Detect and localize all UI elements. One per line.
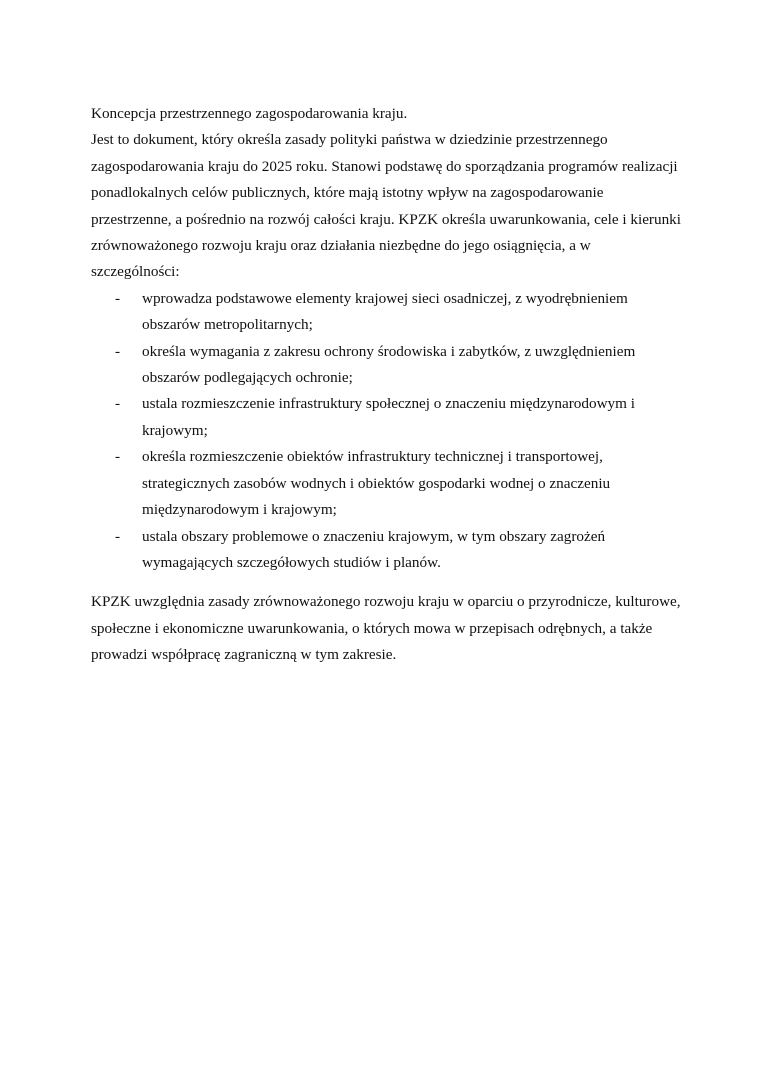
list-item-text: ustala obszary problemowe o znaczeniu krajowym, w tym obszary zagrożeń wymagających szczegółowych studiów i planów. <box>142 527 606 571</box>
list-item <box>91 444 681 523</box>
list-item-text: określa rozmieszczenie obiektów infrastruktury technicznej i transportowej, strategicznych zasobów wodnych i obiektów gospodarki wodnej o znaczeniu międzynarodowym i krajowym; <box>142 448 611 519</box>
bullet-dash: - <box>115 395 121 413</box>
list-item-text: wprowadza podstawowe elementy krajowej sieci osadniczej, z wyodrębnieniem obszarów metropolitarnych; <box>142 289 628 334</box>
bullet-list <box>91 286 681 576</box>
bullet-dash: - <box>115 527 121 545</box>
intro-paragraph: Jest to dokument, który określa zasady polityki państwa w dziedzinie przestrzennego zagospodarowania kraju do 2025 roku. Stanowi podstawę do sporządzania programów realizacji ponadlokalnych celów publicznych, które mają istotny wpływ na zagospodarowanie przestrzenne, a pośrednio na rozwój całości kraju. KPZK określa uwarunkowania, cele i kierunki zrównoważonego rozwoju kraju oraz działania niezbędne do jego osiągnięcia, a w szczególności: <box>91 131 681 281</box>
bullet-dash: - <box>115 289 121 307</box>
bullet-dash: - <box>115 448 121 466</box>
bullet-dash: - <box>115 342 121 360</box>
list-item <box>91 524 681 577</box>
document-title: Koncepcja przestrzennego zagospodarowania kraju. <box>91 105 408 122</box>
closing-paragraph: KPZK uwzględnia zasady zrównoważonego rozwoju kraju w oparciu o przyrodnicze, kulturowe, społeczne i ekonomiczne uwarunkowania, o których mowa w przepisach odrębnych, a także prowadzi współpracę zagraniczną w tym zakresie. <box>91 593 681 664</box>
list-item-text: określa wymagania z zakresu ochrony środowiska i zabytków, z uwzględnieniem obszarów podlegających ochronie; <box>142 342 636 387</box>
list-item-text: ustala rozmieszczenie infrastruktury społecznej o znaczeniu międzynarodowym i krajowym; <box>142 395 635 439</box>
list-item <box>91 286 681 339</box>
list-item <box>91 339 681 392</box>
document-body <box>91 101 681 669</box>
list-item <box>91 391 681 444</box>
